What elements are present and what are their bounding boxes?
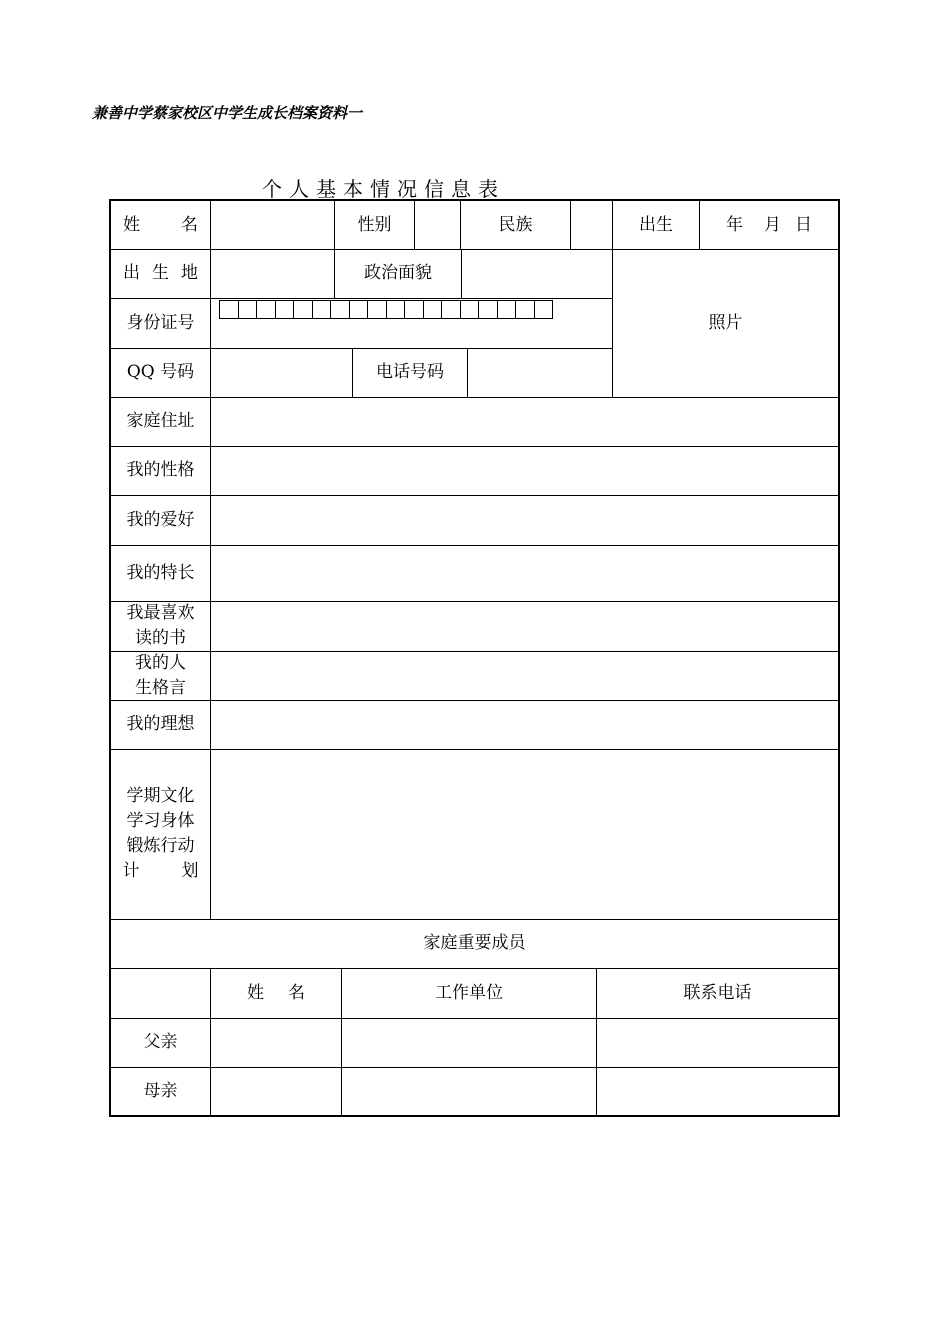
family-section-title: 家庭重要成员 [423, 933, 526, 953]
ideal-field[interactable] [211, 700, 838, 749]
gender-field[interactable] [415, 201, 460, 249]
phone-label: 电话号码 [376, 362, 444, 382]
father-name-field[interactable] [211, 1018, 341, 1067]
year-label: 年 [726, 214, 743, 235]
id-digit-box[interactable] [478, 300, 498, 319]
id-digit-box[interactable] [404, 300, 424, 319]
birthplace-field[interactable] [211, 249, 334, 298]
name-label: 姓 名 [123, 214, 198, 235]
id-number-boxes[interactable] [220, 300, 553, 319]
ethnicity-label: 民族 [498, 214, 533, 235]
id-number-label: 身份证号 [126, 312, 195, 333]
mother-label: 母亲 [143, 1080, 178, 1101]
id-digit-box[interactable] [349, 300, 369, 319]
ideal-label: 我的理想 [126, 714, 195, 734]
id-digit-box[interactable] [312, 300, 332, 319]
hobbies-field[interactable] [211, 495, 838, 545]
id-digit-box[interactable] [497, 300, 517, 319]
id-digit-box[interactable] [330, 300, 350, 319]
favorite-book-label: 我最喜欢 读的书 [126, 603, 195, 648]
father-label: 父亲 [143, 1032, 178, 1052]
family-col-work: 工作单位 [435, 982, 503, 1003]
political-status-field[interactable] [462, 249, 612, 298]
family-col-name: 姓 名 [247, 982, 305, 1003]
address-label: 家庭住址 [126, 411, 195, 431]
id-digit-box[interactable] [534, 300, 554, 319]
name-field[interactable] [211, 201, 334, 249]
id-digit-box[interactable] [441, 300, 461, 319]
id-digit-box[interactable] [219, 300, 239, 319]
id-digit-box[interactable] [367, 300, 387, 319]
ethnicity-field[interactable] [571, 201, 612, 249]
document-header: 兼善中学蔡家校区中学生成长档案资料一 [92, 104, 363, 122]
semester-plan-field[interactable] [211, 749, 838, 919]
motto-label: 我的人 生格言 [135, 652, 186, 698]
id-digit-box[interactable] [460, 300, 480, 319]
father-work-field[interactable] [342, 1018, 596, 1067]
id-digit-box[interactable] [293, 300, 313, 319]
id-digit-box[interactable] [238, 300, 258, 319]
political-status-label: 政治面貌 [364, 263, 432, 283]
hobbies-label: 我的爱好 [126, 509, 195, 530]
semester-plan-label: 学期文化 学习身体 锻炼行动 计 划 [122, 786, 199, 881]
id-digit-box[interactable] [386, 300, 406, 319]
id-digit-box[interactable] [515, 300, 535, 319]
id-digit-box[interactable] [423, 300, 443, 319]
favorite-book-field[interactable] [211, 601, 838, 651]
mother-phone-field[interactable] [597, 1067, 838, 1115]
family-col-phone: 联系电话 [683, 982, 752, 1003]
month-label: 月 [764, 214, 781, 235]
personality-field[interactable] [211, 446, 838, 495]
specialty-label: 我的特长 [126, 562, 195, 583]
father-phone-field[interactable] [597, 1018, 838, 1067]
phone-field[interactable] [468, 348, 612, 397]
qq-field[interactable] [211, 348, 352, 397]
motto-field[interactable] [211, 651, 838, 700]
id-digit-box[interactable] [275, 300, 295, 319]
qq-label: QQ 号码 [126, 362, 195, 382]
mother-name-field[interactable] [211, 1067, 341, 1115]
photo-area: 照片 [708, 312, 743, 333]
personality-label: 我的性格 [126, 460, 195, 480]
gender-label: 性别 [357, 214, 392, 235]
birthplace-label: 出 生 地 [123, 263, 198, 283]
day-label: 日 [795, 214, 812, 235]
form-title: 个人基本情况信息表 [262, 177, 505, 201]
address-field[interactable] [211, 397, 838, 446]
mother-work-field[interactable] [342, 1067, 596, 1115]
id-digit-box[interactable] [256, 300, 276, 319]
birth-label: 出生 [639, 214, 673, 235]
info-form-table [109, 199, 840, 1117]
birth-date-field[interactable] [700, 201, 838, 249]
specialty-field[interactable] [211, 545, 838, 601]
family-corner-cell [111, 968, 210, 1018]
